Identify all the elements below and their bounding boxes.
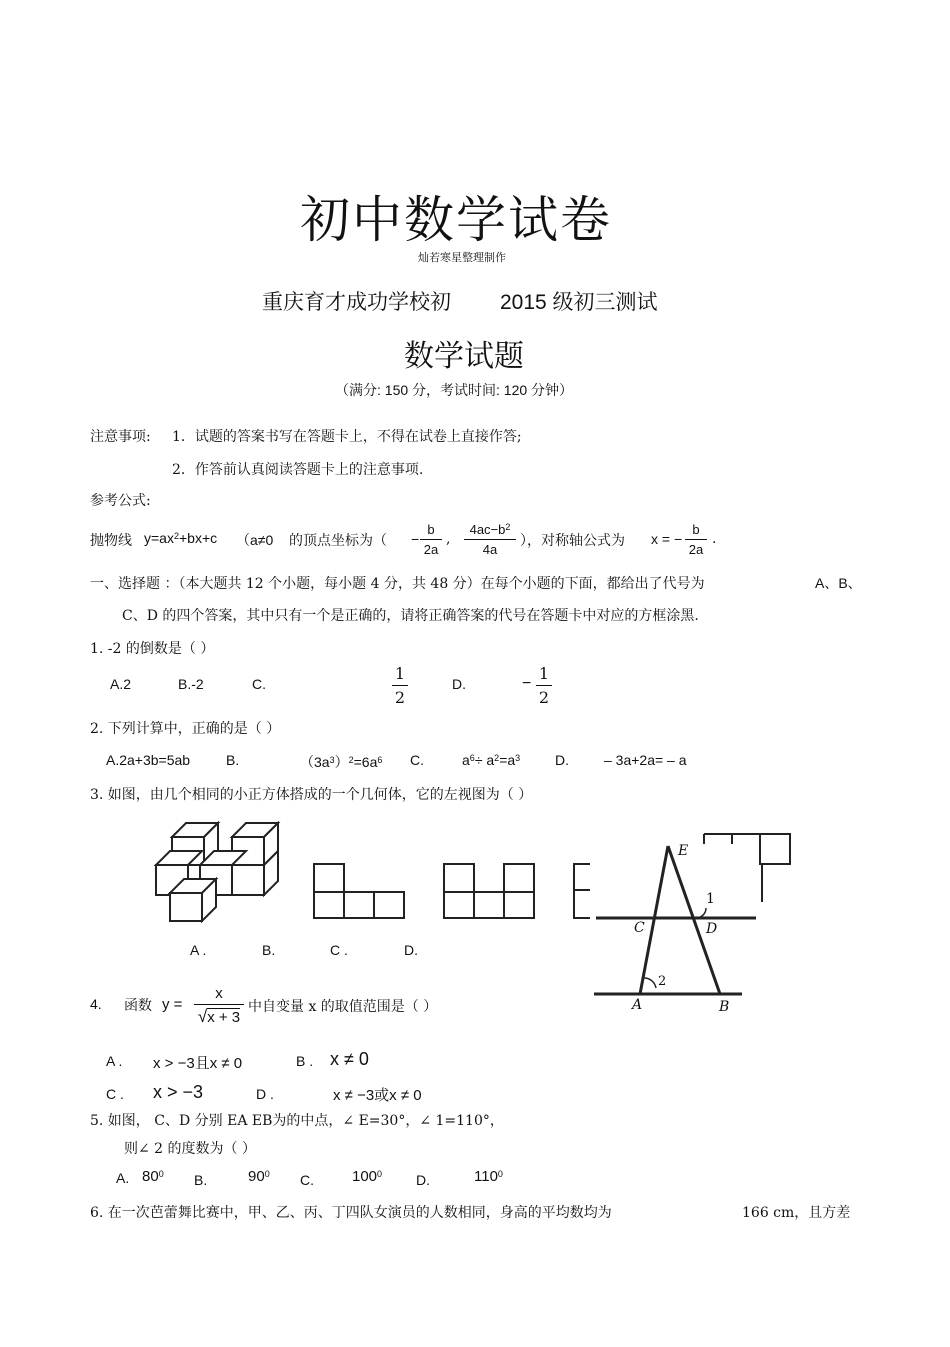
notes-item-2: 2．作答前认真阅读答题卡上的注意事项.	[172, 462, 424, 478]
figure-label-d: D	[706, 921, 718, 937]
figure-label-b: B	[719, 999, 730, 1015]
figure-label-2: 2	[658, 974, 667, 989]
exam-title: 数学试题	[404, 339, 524, 374]
q3-option-c-view	[442, 862, 542, 920]
q5-option-a: A.	[116, 1170, 130, 1186]
school-name: 重庆育才成功学校初	[262, 290, 451, 314]
q4-option-a-label: A .	[106, 1053, 123, 1069]
triangle-figure	[592, 836, 792, 1016]
page-title: 初中数学试卷	[300, 191, 612, 249]
q4-option-d-expr: x ≠ −3或x ≠ 0	[333, 1087, 422, 1104]
q4-lead: 函数	[124, 998, 152, 1014]
q3-label-d: D.	[404, 942, 418, 958]
page-subtitle: 灿若寒星整理制作	[418, 251, 506, 264]
q2-d-expression: – 3a+2a= – a	[604, 752, 687, 768]
q3-option-d-view	[570, 862, 594, 920]
exam-grade: 2015 级初三测试	[500, 291, 658, 314]
q3-stem: 3. 如图，由几个相同的小正方体搭成的一个几何体，它的左视图为（ ）	[90, 787, 533, 803]
q2-option-d: D.	[555, 752, 569, 768]
section1-line1: 一、选择题 ：（本大题共 12 个小题，每小题 4 分，共 48 分）在每个小题的下面，都给出了代号为	[90, 576, 705, 592]
q1-option-b: B.-2	[178, 676, 204, 692]
formula-vertex-text: 的顶点坐标为（	[289, 533, 387, 549]
q3-label-a: A .	[190, 942, 207, 958]
q3-label-c: C .	[330, 942, 348, 958]
formula-label: 参考公式:	[90, 493, 151, 509]
vertex-x-fraction: b 2a	[420, 522, 442, 557]
q4-option-b-expr: x ≠ 0	[330, 1049, 369, 1069]
formula-end: .	[712, 531, 717, 547]
q5-stem-2: 则∠ 2 的度数为（ ）	[124, 1141, 256, 1157]
notes-item-1: 1．试题的答案书写在答题卡上，不得在试卷上直接作答;	[172, 429, 522, 445]
q5-option-b-value: $90^0$	[248, 1168, 270, 1185]
q5-option-c-value: $100^0$	[352, 1168, 383, 1185]
q2-option-a: A.2a+3b=5ab	[106, 752, 191, 768]
q2-b-expression: $(3a^3)^2=6a^6$	[300, 754, 383, 770]
q1-option-a: A.2	[110, 676, 132, 692]
figure-label-c: C	[634, 920, 645, 936]
q4-function-fraction: x √x + 3	[194, 985, 244, 1027]
q4-number: 4.	[90, 996, 102, 1012]
figure-label-e: E	[678, 843, 689, 859]
q5-option-a-value: $80^0$	[142, 1168, 164, 1185]
figure-label-1: 1	[706, 891, 715, 907]
q3-label-b: B.	[262, 942, 276, 958]
q4-option-c-label: C .	[106, 1086, 124, 1102]
q3-solid-figure	[152, 815, 292, 925]
q1-d-fraction: 1 2	[536, 664, 552, 707]
q1-d-sign: −	[522, 675, 532, 692]
formula-comma: ,	[446, 531, 451, 547]
q4-y-equals: y =	[162, 996, 183, 1013]
formula-x-equals: x = −	[651, 531, 683, 547]
q5-option-c: C.	[300, 1172, 314, 1188]
q1-stem: 1. -2 的倒数是（ ）	[90, 641, 215, 657]
q2-stem: 2. 下列计算中，正确的是（ ）	[90, 721, 281, 737]
formula-minus-1: −	[411, 531, 420, 547]
q2-option-c: C.	[410, 752, 424, 768]
formula-condition: （a≠0	[236, 532, 274, 548]
formula-expression: $y=ax^2+bx+c$	[144, 530, 218, 546]
q5-option-d-value: $110^0$	[474, 1168, 503, 1185]
q1-option-d: D.	[452, 676, 466, 692]
q4-option-c-expr: x > −3	[153, 1082, 204, 1102]
section1-line2: C、D 的四个答案，其中只有一个是正确的，请将正确答案的代号在答题卡中对应的方框涂黑.	[122, 608, 699, 624]
q2-c-expression: $a^6\div a^2=a^3$	[462, 752, 521, 768]
formula-axis-text: ），对称轴公式为	[520, 533, 625, 549]
axis-fraction: b 2a	[685, 522, 707, 557]
q3-option-b-view	[312, 862, 408, 920]
q1-option-c: C.	[252, 676, 266, 692]
section1-line1-tail: A、B、	[815, 575, 862, 591]
q1-c-fraction: 1 2	[392, 664, 408, 707]
exam-info: （满分: 150 分，考试时间: 120 分钟）	[335, 382, 574, 398]
q5-option-d: D.	[416, 1172, 430, 1188]
formula-prefix: 抛物线	[90, 533, 132, 549]
q4-option-d-label: D .	[256, 1086, 274, 1102]
q2-option-b: B.	[226, 752, 240, 768]
notes-label: 注意事项:	[90, 429, 151, 445]
q5-option-b: B.	[194, 1172, 208, 1188]
q4-option-b-label: B .	[296, 1053, 314, 1069]
q4-option-a-expr: x > −3且x ≠ 0	[153, 1055, 243, 1072]
vertex-y-fraction: $4ac-b^2$ 4a	[464, 522, 516, 557]
q4-tail: 中自变量 x 的取值范围是（ ）	[248, 999, 438, 1015]
figure-label-a: A	[632, 997, 643, 1013]
q6-tail: 166 cm，且方差	[742, 1205, 851, 1221]
q5-stem: 5. 如图， C、D 分别 EA EB为的中点，∠ E=30°，∠ 1=110°，	[90, 1113, 504, 1129]
q6-stem: 6. 在一次芭蕾舞比赛中，甲、乙、丙、丁四队女演员的人数相同，身高的平均数均为	[90, 1205, 612, 1221]
